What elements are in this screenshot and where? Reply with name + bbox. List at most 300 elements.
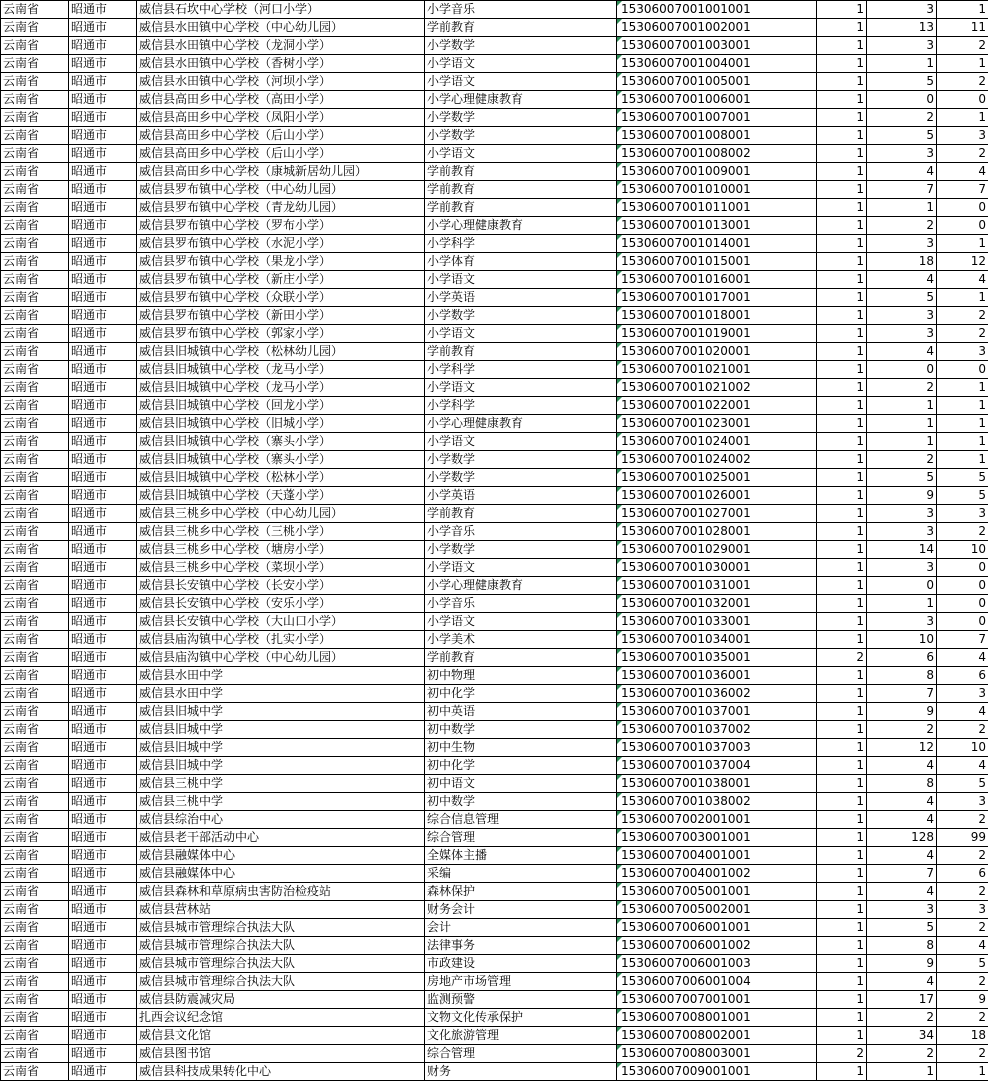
code-cell: 15306007001005001 xyxy=(617,73,817,91)
unit-cell: 威信县防震减灾局 xyxy=(137,991,425,1009)
city-cell: 昭通市 xyxy=(69,667,137,685)
approved-cell: 2 xyxy=(937,883,988,901)
applicants-cell: 3 xyxy=(867,1,937,19)
approved-cell: 3 xyxy=(937,343,988,361)
code-cell: 15306007003001001 xyxy=(617,829,817,847)
province-cell: 云南省 xyxy=(1,253,69,271)
province-cell: 云南省 xyxy=(1,631,69,649)
applicants-cell: 1 xyxy=(867,199,937,217)
code-cell: 15306007001024002 xyxy=(617,451,817,469)
code-cell: 15306007001037002 xyxy=(617,721,817,739)
province-cell: 云南省 xyxy=(1,1045,69,1063)
applicants-cell: 4 xyxy=(867,793,937,811)
table-row xyxy=(1,109,988,127)
approved-cell: 12 xyxy=(937,253,988,271)
position-cell: 小学心理健康教育 xyxy=(425,91,617,109)
position-cell: 初中生物 xyxy=(425,739,617,757)
applicants-cell: 0 xyxy=(867,577,937,595)
code-cell: 15306007005002001 xyxy=(617,901,817,919)
applicants-cell: 128 xyxy=(867,829,937,847)
city-cell: 昭通市 xyxy=(69,1,137,19)
approved-cell: 1 xyxy=(937,55,988,73)
table-row xyxy=(1,1,988,19)
unit-cell: 威信县罗布镇中心学校（中心幼儿园） xyxy=(137,181,425,199)
quota-cell: 1 xyxy=(817,937,867,955)
unit-cell: 威信县三桃乡中心学校（菜坝小学） xyxy=(137,559,425,577)
code-cell: 15306007006001004 xyxy=(617,973,817,991)
applicants-cell: 5 xyxy=(867,289,937,307)
code-cell: 15306007001037004 xyxy=(617,757,817,775)
quota-cell: 1 xyxy=(817,199,867,217)
code-cell: 15306007001034001 xyxy=(617,631,817,649)
quota-cell: 1 xyxy=(817,289,867,307)
approved-cell: 2 xyxy=(937,37,988,55)
city-cell: 昭通市 xyxy=(69,829,137,847)
province-cell: 云南省 xyxy=(1,307,69,325)
city-cell: 昭通市 xyxy=(69,379,137,397)
quota-cell: 1 xyxy=(817,451,867,469)
applicants-cell: 5 xyxy=(867,469,937,487)
quota-cell: 1 xyxy=(817,865,867,883)
quota-cell: 1 xyxy=(817,397,867,415)
city-cell: 昭通市 xyxy=(69,109,137,127)
position-cell: 采编 xyxy=(425,865,617,883)
city-cell: 昭通市 xyxy=(69,487,137,505)
approved-cell: 2 xyxy=(937,973,988,991)
table-row xyxy=(1,901,988,919)
city-cell: 昭通市 xyxy=(69,37,137,55)
position-cell: 财务会计 xyxy=(425,901,617,919)
province-cell: 云南省 xyxy=(1,289,69,307)
city-cell: 昭通市 xyxy=(69,937,137,955)
unit-cell: 威信县文化馆 xyxy=(137,1027,425,1045)
table-row xyxy=(1,739,988,757)
approved-cell: 10 xyxy=(937,541,988,559)
province-cell: 云南省 xyxy=(1,181,69,199)
province-cell: 云南省 xyxy=(1,145,69,163)
city-cell: 昭通市 xyxy=(69,19,137,37)
applicants-cell: 3 xyxy=(867,307,937,325)
position-cell: 小学音乐 xyxy=(425,1,617,19)
table-row xyxy=(1,631,988,649)
quota-cell: 1 xyxy=(817,685,867,703)
applicants-cell: 0 xyxy=(867,91,937,109)
table-row xyxy=(1,847,988,865)
unit-cell: 威信县城市管理综合执法大队 xyxy=(137,937,425,955)
table-row xyxy=(1,271,988,289)
city-cell: 昭通市 xyxy=(69,1027,137,1045)
position-cell: 小学心理健康教育 xyxy=(425,577,617,595)
approved-cell: 7 xyxy=(937,631,988,649)
quota-cell: 1 xyxy=(817,163,867,181)
code-cell: 15306007001031001 xyxy=(617,577,817,595)
quota-cell: 2 xyxy=(817,649,867,667)
quota-cell: 1 xyxy=(817,667,867,685)
approved-cell: 3 xyxy=(937,901,988,919)
position-cell: 小学语文 xyxy=(425,559,617,577)
table-row xyxy=(1,1027,988,1045)
position-cell: 小学数学 xyxy=(425,127,617,145)
table-row xyxy=(1,433,988,451)
city-cell: 昭通市 xyxy=(69,289,137,307)
unit-cell: 威信县罗布镇中心学校（众联小学） xyxy=(137,289,425,307)
position-cell: 学前教育 xyxy=(425,181,617,199)
city-cell: 昭通市 xyxy=(69,505,137,523)
approved-cell: 2 xyxy=(937,523,988,541)
quota-cell: 1 xyxy=(817,631,867,649)
table-row xyxy=(1,523,988,541)
position-cell: 小学数学 xyxy=(425,541,617,559)
approved-cell: 4 xyxy=(937,271,988,289)
city-cell: 昭通市 xyxy=(69,649,137,667)
city-cell: 昭通市 xyxy=(69,55,137,73)
code-cell: 15306007001023001 xyxy=(617,415,817,433)
position-cell: 学前教育 xyxy=(425,19,617,37)
unit-cell: 威信县旧城中学 xyxy=(137,739,425,757)
city-cell: 昭通市 xyxy=(69,973,137,991)
approved-cell: 4 xyxy=(937,163,988,181)
province-cell: 云南省 xyxy=(1,775,69,793)
table-row xyxy=(1,505,988,523)
city-cell: 昭通市 xyxy=(69,613,137,631)
table-row xyxy=(1,829,988,847)
approved-cell: 0 xyxy=(937,199,988,217)
code-cell: 15306007001037003 xyxy=(617,739,817,757)
unit-cell: 威信县高田乡中心学校（康城新居幼儿园） xyxy=(137,163,425,181)
province-cell: 云南省 xyxy=(1,703,69,721)
applicants-cell: 1 xyxy=(867,397,937,415)
province-cell: 云南省 xyxy=(1,343,69,361)
position-cell: 小学体育 xyxy=(425,253,617,271)
quota-cell: 1 xyxy=(817,973,867,991)
approved-cell: 10 xyxy=(937,739,988,757)
unit-cell: 威信县罗布镇中心学校（新庄小学） xyxy=(137,271,425,289)
code-cell: 15306007004001002 xyxy=(617,865,817,883)
approved-cell: 2 xyxy=(937,325,988,343)
table-row xyxy=(1,757,988,775)
city-cell: 昭通市 xyxy=(69,1009,137,1027)
table-row xyxy=(1,649,988,667)
code-cell: 15306007004001001 xyxy=(617,847,817,865)
applicants-cell: 4 xyxy=(867,811,937,829)
position-cell: 房地产市场管理 xyxy=(425,973,617,991)
table-row xyxy=(1,937,988,955)
position-cell: 小学语文 xyxy=(425,55,617,73)
quota-cell: 1 xyxy=(817,415,867,433)
applicants-cell: 4 xyxy=(867,847,937,865)
province-cell: 云南省 xyxy=(1,1,69,19)
position-cell: 综合管理 xyxy=(425,829,617,847)
approved-cell: 1 xyxy=(937,1063,988,1081)
code-cell: 15306007009001001 xyxy=(617,1063,817,1081)
applicants-cell: 5 xyxy=(867,127,937,145)
table-row xyxy=(1,91,988,109)
unit-cell: 威信县水田中学 xyxy=(137,667,425,685)
province-cell: 云南省 xyxy=(1,505,69,523)
quota-cell: 1 xyxy=(817,361,867,379)
table-row xyxy=(1,577,988,595)
province-cell: 云南省 xyxy=(1,883,69,901)
position-cell: 市政建设 xyxy=(425,955,617,973)
code-cell: 15306007005001001 xyxy=(617,883,817,901)
code-cell: 15306007001008002 xyxy=(617,145,817,163)
unit-cell: 威信县融媒体中心 xyxy=(137,865,425,883)
city-cell: 昭通市 xyxy=(69,703,137,721)
unit-cell: 威信县水田镇中心学校（河坝小学） xyxy=(137,73,425,91)
unit-cell: 威信县庙沟镇中心学校（扎实小学） xyxy=(137,631,425,649)
position-cell: 综合信息管理 xyxy=(425,811,617,829)
quota-cell: 1 xyxy=(817,343,867,361)
city-cell: 昭通市 xyxy=(69,1063,137,1081)
code-cell: 15306007001001001 xyxy=(617,1,817,19)
unit-cell: 威信县三桃乡中心学校（三桃小学） xyxy=(137,523,425,541)
position-cell: 小学音乐 xyxy=(425,595,617,613)
applicants-cell: 3 xyxy=(867,901,937,919)
position-cell: 小学美术 xyxy=(425,631,617,649)
table-row xyxy=(1,685,988,703)
unit-cell: 威信县旧城中学 xyxy=(137,703,425,721)
position-cell: 学前教育 xyxy=(425,163,617,181)
table-row xyxy=(1,127,988,145)
applicants-cell: 7 xyxy=(867,865,937,883)
code-cell: 15306007001027001 xyxy=(617,505,817,523)
quota-cell: 1 xyxy=(817,235,867,253)
quota-cell: 1 xyxy=(817,901,867,919)
unit-cell: 威信县城市管理综合执法大队 xyxy=(137,973,425,991)
quota-cell: 1 xyxy=(817,145,867,163)
city-cell: 昭通市 xyxy=(69,199,137,217)
position-cell: 监测预警 xyxy=(425,991,617,1009)
province-cell: 云南省 xyxy=(1,829,69,847)
unit-cell: 威信县城市管理综合执法大队 xyxy=(137,955,425,973)
table-row xyxy=(1,289,988,307)
unit-cell: 威信县高田乡中心学校（后山小学） xyxy=(137,145,425,163)
quota-cell: 1 xyxy=(817,1063,867,1081)
applicants-cell: 4 xyxy=(867,757,937,775)
province-cell: 云南省 xyxy=(1,1063,69,1081)
city-cell: 昭通市 xyxy=(69,523,137,541)
quota-cell: 1 xyxy=(817,505,867,523)
quota-cell: 1 xyxy=(817,883,867,901)
code-cell: 15306007001006001 xyxy=(617,91,817,109)
position-cell: 初中英语 xyxy=(425,703,617,721)
quota-cell: 1 xyxy=(817,703,867,721)
province-cell: 云南省 xyxy=(1,109,69,127)
position-cell: 小学科学 xyxy=(425,235,617,253)
quota-cell: 1 xyxy=(817,217,867,235)
province-cell: 云南省 xyxy=(1,577,69,595)
position-cell: 小学数学 xyxy=(425,469,617,487)
province-cell: 云南省 xyxy=(1,37,69,55)
table-row xyxy=(1,361,988,379)
applicants-cell: 3 xyxy=(867,325,937,343)
applicants-cell: 9 xyxy=(867,703,937,721)
position-cell: 小学语文 xyxy=(425,433,617,451)
quota-cell: 1 xyxy=(817,253,867,271)
applicants-cell: 7 xyxy=(867,181,937,199)
position-cell: 初中物理 xyxy=(425,667,617,685)
approved-cell: 2 xyxy=(937,811,988,829)
province-cell: 云南省 xyxy=(1,1027,69,1045)
table-row xyxy=(1,181,988,199)
approved-cell: 5 xyxy=(937,487,988,505)
applicants-cell: 3 xyxy=(867,559,937,577)
quota-cell: 1 xyxy=(817,487,867,505)
table-row xyxy=(1,19,988,37)
unit-cell: 威信县水田中学 xyxy=(137,685,425,703)
approved-cell: 2 xyxy=(937,145,988,163)
province-cell: 云南省 xyxy=(1,721,69,739)
unit-cell: 威信县罗布镇中心学校（青龙幼儿园） xyxy=(137,199,425,217)
code-cell: 15306007001035001 xyxy=(617,649,817,667)
unit-cell: 威信县罗布镇中心学校（郭家小学） xyxy=(137,325,425,343)
unit-cell: 威信县旧城镇中心学校（寨头小学） xyxy=(137,433,425,451)
unit-cell: 威信县罗布镇中心学校（水泥小学） xyxy=(137,235,425,253)
approved-cell: 3 xyxy=(937,505,988,523)
approved-cell: 0 xyxy=(937,361,988,379)
unit-cell: 威信县城市管理综合执法大队 xyxy=(137,919,425,937)
table-row xyxy=(1,397,988,415)
city-cell: 昭通市 xyxy=(69,811,137,829)
unit-cell: 威信县图书馆 xyxy=(137,1045,425,1063)
province-cell: 云南省 xyxy=(1,559,69,577)
code-cell: 15306007001004001 xyxy=(617,55,817,73)
approved-cell: 0 xyxy=(937,577,988,595)
table-row xyxy=(1,1045,988,1063)
province-cell: 云南省 xyxy=(1,91,69,109)
approved-cell: 9 xyxy=(937,991,988,1009)
applicants-cell: 1 xyxy=(867,55,937,73)
province-cell: 云南省 xyxy=(1,271,69,289)
applicants-cell: 9 xyxy=(867,955,937,973)
table-row xyxy=(1,163,988,181)
applicants-cell: 2 xyxy=(867,217,937,235)
city-cell: 昭通市 xyxy=(69,757,137,775)
position-cell: 小学语文 xyxy=(425,271,617,289)
approved-cell: 2 xyxy=(937,847,988,865)
code-cell: 15306007008001001 xyxy=(617,1009,817,1027)
applicants-cell: 8 xyxy=(867,667,937,685)
applicants-cell: 17 xyxy=(867,991,937,1009)
quota-cell: 1 xyxy=(817,919,867,937)
province-cell: 云南省 xyxy=(1,937,69,955)
applicants-cell: 2 xyxy=(867,451,937,469)
table-row xyxy=(1,307,988,325)
approved-cell: 2 xyxy=(937,1009,988,1027)
approved-cell: 6 xyxy=(937,667,988,685)
unit-cell: 威信县三桃乡中心学校（塘房小学） xyxy=(137,541,425,559)
quota-cell: 1 xyxy=(817,757,867,775)
position-cell: 小学语文 xyxy=(425,379,617,397)
quota-cell: 1 xyxy=(817,541,867,559)
unit-cell: 威信县旧城镇中心学校（松林小学） xyxy=(137,469,425,487)
code-cell: 15306007001011001 xyxy=(617,199,817,217)
province-cell: 云南省 xyxy=(1,487,69,505)
applicants-cell: 8 xyxy=(867,937,937,955)
code-cell: 15306007001032001 xyxy=(617,595,817,613)
table-row xyxy=(1,667,988,685)
province-cell: 云南省 xyxy=(1,847,69,865)
city-cell: 昭通市 xyxy=(69,235,137,253)
code-cell: 15306007001029001 xyxy=(617,541,817,559)
quota-cell: 1 xyxy=(817,325,867,343)
applicants-cell: 9 xyxy=(867,487,937,505)
code-cell: 15306007001019001 xyxy=(617,325,817,343)
position-cell: 小学英语 xyxy=(425,487,617,505)
unit-cell: 威信县融媒体中心 xyxy=(137,847,425,865)
code-cell: 15306007001024001 xyxy=(617,433,817,451)
city-cell: 昭通市 xyxy=(69,955,137,973)
city-cell: 昭通市 xyxy=(69,343,137,361)
table-row xyxy=(1,955,988,973)
position-cell: 初中语文 xyxy=(425,775,617,793)
province-cell: 云南省 xyxy=(1,1009,69,1027)
applicants-cell: 3 xyxy=(867,523,937,541)
table-row xyxy=(1,145,988,163)
city-cell: 昭通市 xyxy=(69,91,137,109)
unit-cell: 威信县旧城镇中心学校（旧城小学） xyxy=(137,415,425,433)
position-cell: 初中化学 xyxy=(425,685,617,703)
table-row xyxy=(1,613,988,631)
approved-cell: 5 xyxy=(937,775,988,793)
unit-cell: 威信县水田镇中心学校（龙洞小学） xyxy=(137,37,425,55)
applicants-cell: 8 xyxy=(867,775,937,793)
applicants-cell: 4 xyxy=(867,973,937,991)
province-cell: 云南省 xyxy=(1,919,69,937)
position-cell: 小学数学 xyxy=(425,451,617,469)
province-cell: 云南省 xyxy=(1,523,69,541)
position-cell: 全媒体主播 xyxy=(425,847,617,865)
province-cell: 云南省 xyxy=(1,793,69,811)
code-cell: 15306007008002001 xyxy=(617,1027,817,1045)
quota-cell: 1 xyxy=(817,1,867,19)
province-cell: 云南省 xyxy=(1,433,69,451)
position-cell: 小学数学 xyxy=(425,109,617,127)
table-row xyxy=(1,793,988,811)
table-row xyxy=(1,37,988,55)
province-cell: 云南省 xyxy=(1,73,69,91)
approved-cell: 0 xyxy=(937,595,988,613)
applicants-cell: 5 xyxy=(867,919,937,937)
province-cell: 云南省 xyxy=(1,685,69,703)
unit-cell: 威信县罗布镇中心学校（新田小学） xyxy=(137,307,425,325)
position-cell: 小学语文 xyxy=(425,325,617,343)
applicants-cell: 1 xyxy=(867,1063,937,1081)
unit-cell: 威信县森林和草原病虫害防治检疫站 xyxy=(137,883,425,901)
approved-cell: 2 xyxy=(937,307,988,325)
applicants-cell: 18 xyxy=(867,253,937,271)
city-cell: 昭通市 xyxy=(69,145,137,163)
unit-cell: 威信县旧城镇中心学校（龙马小学） xyxy=(137,361,425,379)
quota-cell: 1 xyxy=(817,523,867,541)
approved-cell: 2 xyxy=(937,721,988,739)
quota-cell: 1 xyxy=(817,469,867,487)
unit-cell: 威信县水田镇中心学校（中心幼儿园） xyxy=(137,19,425,37)
position-cell: 文化旅游管理 xyxy=(425,1027,617,1045)
code-cell: 15306007006001003 xyxy=(617,955,817,973)
code-cell: 15306007001003001 xyxy=(617,37,817,55)
table-row xyxy=(1,469,988,487)
approved-cell: 1 xyxy=(937,109,988,127)
quota-cell: 1 xyxy=(817,181,867,199)
unit-cell: 威信县旧城中学 xyxy=(137,757,425,775)
table-row xyxy=(1,541,988,559)
city-cell: 昭通市 xyxy=(69,469,137,487)
province-cell: 云南省 xyxy=(1,325,69,343)
approved-cell: 4 xyxy=(937,937,988,955)
applicants-cell: 4 xyxy=(867,883,937,901)
quota-cell: 1 xyxy=(817,811,867,829)
